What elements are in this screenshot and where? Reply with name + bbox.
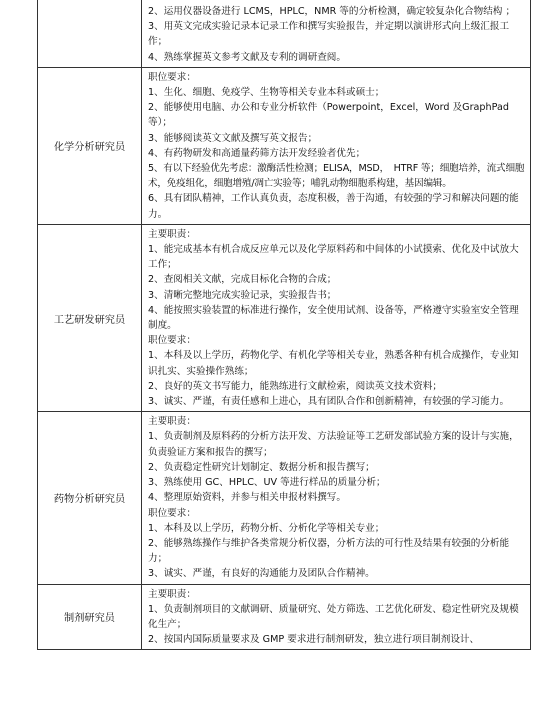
duties-cell — [142, 412, 531, 584]
duty-line: 主要职责： — [148, 416, 196, 428]
duty-line: 4、整理原始资料，并参与相关申报材料撰写。 — [148, 492, 346, 504]
duty-line: 职位要求： — [148, 507, 196, 519]
duty-line: 5、有以下经验优先考虑：激酶活性检测；ELISA，MSD， HTRF 等；细胞培养，流式细胞术，免疫组化，细胞增殖/凋亡实验等；哺乳动物细胞系构建，基因编辑。 — [148, 163, 525, 190]
duty-line: 2、查阅相关文献，完成目标化合物的合成； — [148, 274, 337, 286]
duty-line: 3、清晰完整地完成实验记录，实验报告书； — [148, 289, 337, 301]
position-label — [38, 0, 142, 67]
duty-line: 1、负责制剂及原料药的分析方法开发、方法验证等工艺研发部试验方案的设计与实施，负责验证方案和报告的撰写； — [148, 431, 519, 458]
duties-cell — [142, 584, 531, 650]
duty-line: 2、按国内国际质量要求及 GMP 要求进行制剂研发，独立进行项目制剂设计、 — [148, 634, 480, 646]
position-label: 化学分析研究员 — [38, 67, 142, 224]
position-label: 药物分析研究员 — [38, 412, 142, 584]
duty-line: 2、良好的英文书写能力，能熟练进行文献检索，阅读英文技术资料； — [148, 380, 442, 392]
duty-line: 1、本科及以上学历，药物化学、有机化学等相关专业，熟悉各种有机合成操作，专业知识扎实、实验操作熟练； — [148, 350, 519, 377]
duty-line: 3、诚实、严谨，有责任感和上进心，具有团队合作和创新精神，有较强的学习能力。 — [148, 396, 510, 408]
duty-line: 4、能按照实验装置的标准进行操作，安全使用试剂、设备等，严格遵守实验室安全管理制度。 — [148, 304, 519, 332]
table-row — [38, 0, 531, 67]
duty-line: 主要职责： — [148, 588, 196, 600]
position-label: 制剂研究员 — [38, 584, 142, 650]
duty-line: 职位要求： — [148, 335, 196, 347]
duty-line: 3、诚实、严谨，有良好的沟通能力及团队合作精神。 — [148, 568, 375, 580]
job-requirements-table — [37, 0, 531, 650]
duty-line: 2、运用仪器设备进行 LCMS，HPLC，NMR 等的分析检测，确定较复杂化合物结构 ； — [148, 6, 516, 17]
duty-line: 1、能完成基本有机合成反应单元以及化学原料药和中间体的小试摸索、优化及中试放大工作； — [148, 244, 519, 271]
duties-cell — [142, 0, 531, 67]
duty-line: 2、负责稳定性研究计划制定、数据分析和报告撰写； — [148, 461, 375, 473]
duty-line: 6、具有团队精神，工作认真负责，态度积极，善于沟通，有较强的学习和解决问题的能力。 — [148, 193, 519, 220]
duty-line: 4、熟练掌握英文参考文献及专利的调研查阅。 — [148, 51, 346, 63]
duty-line: 主要职责： — [148, 228, 196, 240]
duty-line: 2、能够使用电脑、办公和专业分析软件（Powerpoint，Excel，Word 及GraphPad 等）； — [148, 102, 509, 129]
table-row — [38, 224, 531, 411]
duty-line: 职位要求： — [148, 71, 196, 83]
table-row — [38, 412, 531, 584]
table-row — [38, 67, 531, 224]
duty-line: 1、生化、细胞、免疫学、生物等相关专业本科或硕士； — [148, 87, 385, 99]
duty-line: 2、能够熟练操作与维护各类常规分析仪器，分析方法的可行性及结果有较强的分析能力； — [148, 537, 510, 565]
duty-line: 3、用英文完成实验记录本记录工作和撰写实验报告，并定期以演讲形式向上级汇报工作； — [148, 21, 510, 48]
duty-line: 3、能够阅读英文文献及撰写英文报告； — [148, 132, 318, 144]
duty-line: 1、负责制剂项目的文献调研、质量研究、处方筛选、工艺优化研发、稳定性研究及规模化生产； — [148, 603, 519, 630]
duty-line: 4、有药物研发和高通量药筛方法开发经验者优先； — [148, 147, 366, 159]
duty-line: 3、熟练使用 GC、HPLC、UV 等进行样品的质量分析； — [148, 477, 386, 489]
duty-line: 1、本科及以上学历，药物分析、分析化学等相关专业； — [148, 522, 385, 534]
position-label: 工艺研发研究员 — [38, 224, 142, 411]
duties-cell — [142, 224, 531, 411]
table-row — [38, 584, 531, 650]
duties-cell — [142, 67, 531, 224]
